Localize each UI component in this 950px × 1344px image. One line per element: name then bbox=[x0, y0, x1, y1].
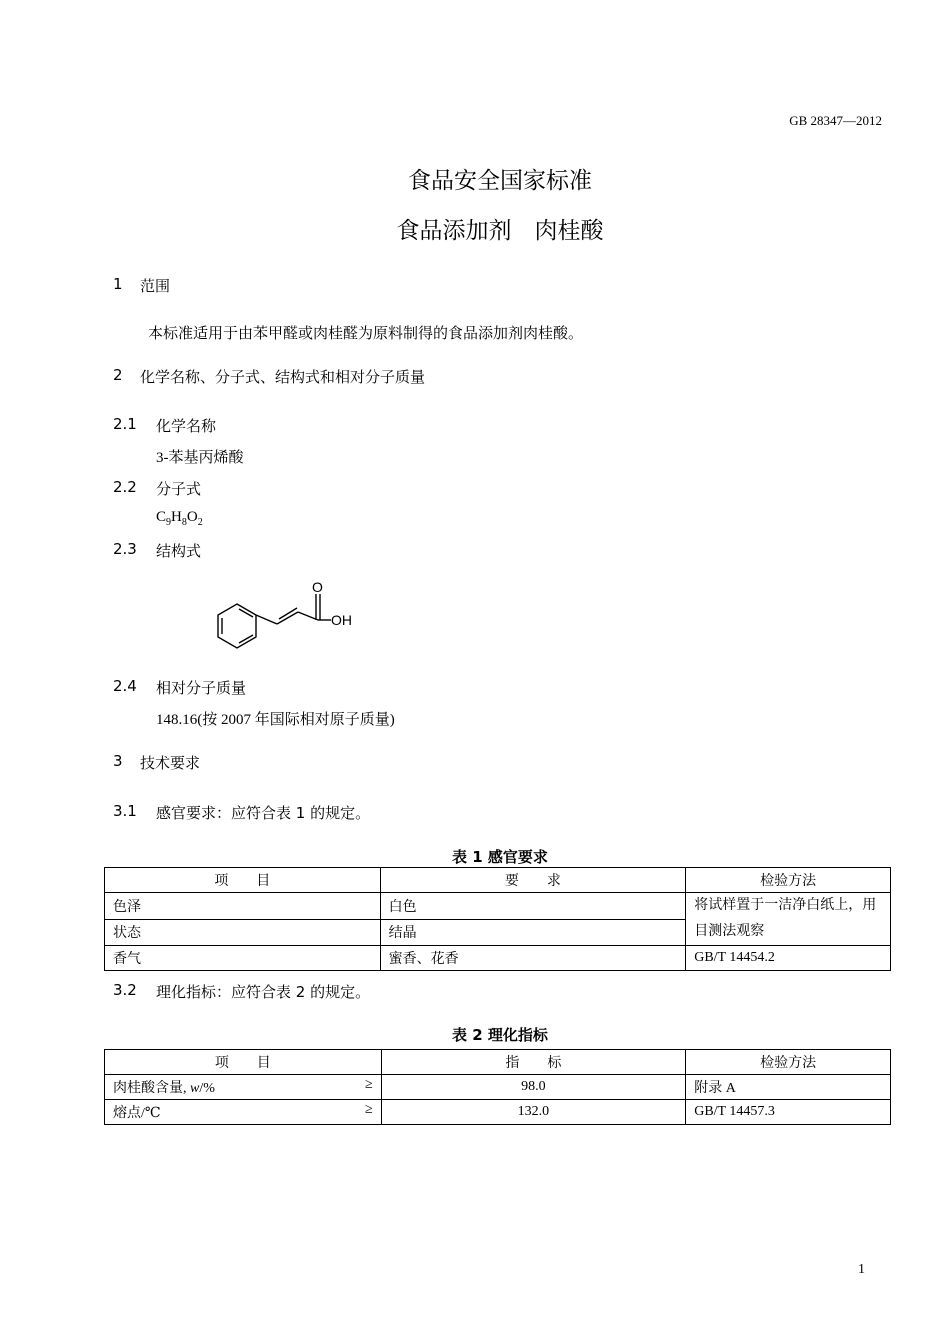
benzene-ring bbox=[218, 604, 256, 648]
table-cell: GB/T 14454.2 bbox=[686, 946, 891, 971]
table-cell: 结晶 bbox=[380, 919, 686, 946]
molecular-formula: $C_9H_8O_2$ bbox=[156, 509, 203, 528]
structural-formula bbox=[205, 572, 365, 662]
section-2-4-title: 相对分子质量 bbox=[156, 679, 247, 697]
section-3-1-title: 感官要求：应符合表 1 的规定。 bbox=[156, 804, 371, 822]
table-cell: GB/T 14457.3 bbox=[686, 1100, 891, 1125]
section-2-title: 化学名称、分子式、结构式和相对分子质量 bbox=[140, 368, 426, 386]
section-3-1-number: 3.1 bbox=[113, 802, 137, 820]
table-cell: 肉桂酸含量, w/% ≥ bbox=[105, 1075, 382, 1100]
section-3-2-number: 3.2 bbox=[113, 981, 137, 999]
table-2-header-item: 项 目 bbox=[105, 1050, 382, 1075]
hydroxyl-label: OH bbox=[331, 612, 352, 628]
ring-double-bond-3 bbox=[239, 609, 253, 617]
table-cell: 附录 A bbox=[686, 1075, 891, 1100]
table-1-header-requirement: 要 求 bbox=[380, 868, 686, 893]
carbonyl-carbon-bond bbox=[298, 612, 318, 620]
table-2 bbox=[104, 1049, 891, 1125]
table-1-header-item: 项 目 bbox=[105, 868, 381, 893]
table-row bbox=[105, 1075, 891, 1100]
section-1-number: 1 bbox=[113, 275, 123, 293]
section-2-2-title: 分子式 bbox=[156, 480, 202, 498]
document-subtitle: 食品添加剂 肉桂酸 bbox=[396, 218, 604, 244]
section-3-number: 3 bbox=[113, 752, 123, 770]
table-cell: 蜜香、花香 bbox=[380, 946, 686, 971]
section-2-4-number: 2.4 bbox=[113, 677, 137, 695]
table-1 bbox=[104, 867, 891, 971]
section-3-title: 技术要求 bbox=[140, 754, 201, 772]
table-1-header-method: 检验方法 bbox=[686, 868, 891, 893]
ring-double-bond-2 bbox=[239, 635, 253, 643]
section-3-2-title: 理化指标：应符合表 2 的规定。 bbox=[156, 983, 371, 1001]
chain-bond-1 bbox=[256, 615, 277, 624]
table-1-caption: 表 1 感官要求 bbox=[452, 848, 548, 866]
section-2-2-number: 2.2 bbox=[113, 478, 137, 496]
molecular-mass: 148.16(按 2007 年国际相对原子质量) bbox=[156, 712, 395, 728]
oxygen-label: O bbox=[312, 579, 323, 595]
table-2-header-index: 指 标 bbox=[381, 1050, 686, 1075]
section-2-1-title: 化学名称 bbox=[156, 417, 217, 435]
section-2-3-title: 结构式 bbox=[156, 542, 202, 560]
table-cell: 98.0 bbox=[381, 1075, 686, 1100]
table-row bbox=[105, 893, 891, 920]
table-cell: 色泽 bbox=[105, 893, 381, 920]
table-cell: 熔点/℃ ≥ bbox=[105, 1100, 382, 1125]
chemical-name: 3-苯基丙烯酸 bbox=[156, 450, 244, 466]
section-1-title: 范围 bbox=[140, 277, 171, 295]
document-title: 食品安全国家标准 bbox=[408, 168, 592, 194]
table-cell: 白色 bbox=[380, 893, 686, 920]
table-row bbox=[105, 946, 891, 971]
table-cell: 香气 bbox=[105, 946, 381, 971]
table-2-header-method: 检验方法 bbox=[686, 1050, 891, 1075]
table-row bbox=[105, 1100, 891, 1125]
table-2-caption: 表 2 理化指标 bbox=[452, 1026, 548, 1044]
section-1-text: 本标准适用于由苯甲醛或肉桂醛为原料制得的食品添加剂肉桂酸。 bbox=[148, 326, 584, 342]
table-cell: 132.0 bbox=[381, 1100, 686, 1125]
section-2-1-number: 2.1 bbox=[113, 415, 137, 433]
section-2-3-number: 2.3 bbox=[113, 540, 137, 558]
section-2-number: 2 bbox=[113, 366, 123, 384]
standard-number: GB 28347—2012 bbox=[789, 113, 882, 128]
table-cell-merged-method: 将试样置于一洁净白纸上，用 目测法观察 bbox=[686, 893, 891, 946]
table-cell: 状态 bbox=[105, 919, 381, 946]
page-number: 1 bbox=[858, 1262, 865, 1277]
